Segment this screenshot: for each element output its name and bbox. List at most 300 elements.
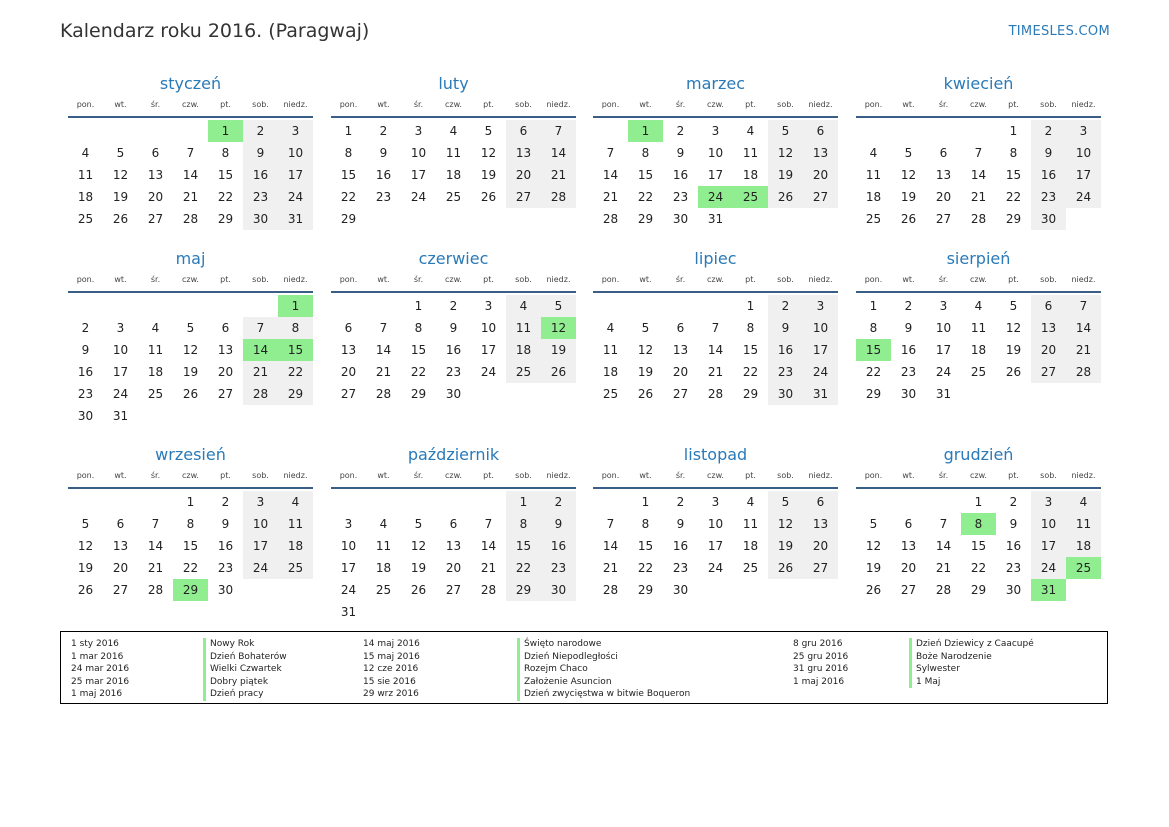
- day-cell[interactable]: 24: [480, 365, 497, 379]
- weekend-day-cell[interactable]: 19: [768, 164, 803, 186]
- weekend-day-cell[interactable]: 9: [768, 317, 803, 339]
- day-cell[interactable]: 22: [217, 190, 234, 204]
- day-cell[interactable]: 14: [147, 539, 164, 553]
- holiday-day-cell[interactable]: 25: [733, 186, 768, 208]
- weekend-day-cell[interactable]: 24: [1066, 186, 1101, 208]
- day-cell[interactable]: 28: [602, 212, 619, 226]
- day-cell[interactable]: 22: [410, 365, 427, 379]
- day-cell[interactable]: 18: [602, 365, 619, 379]
- day-cell[interactable]: 2: [81, 321, 90, 335]
- day-cell[interactable]: 17: [707, 539, 724, 553]
- day-cell[interactable]: 28: [970, 212, 987, 226]
- day-cell[interactable]: 12: [900, 168, 917, 182]
- day-cell[interactable]: 6: [221, 321, 230, 335]
- weekend-day-cell[interactable]: 4: [278, 491, 313, 513]
- weekend-day-cell[interactable]: 28: [541, 186, 576, 208]
- day-cell[interactable]: 23: [672, 561, 689, 575]
- weekend-day-cell[interactable]: 3: [278, 120, 313, 142]
- day-cell[interactable]: 31: [112, 409, 129, 423]
- day-cell[interactable]: 18: [147, 365, 164, 379]
- weekend-day-cell[interactable]: 21: [1066, 339, 1101, 361]
- weekend-day-cell[interactable]: 27: [803, 557, 838, 579]
- day-cell[interactable]: 13: [935, 168, 952, 182]
- weekend-day-cell[interactable]: 3: [803, 295, 838, 317]
- day-cell[interactable]: 18: [742, 539, 759, 553]
- weekend-day-cell[interactable]: 25: [278, 557, 313, 579]
- weekend-day-cell[interactable]: 21: [541, 164, 576, 186]
- day-cell[interactable]: 7: [711, 321, 720, 335]
- day-cell[interactable]: 3: [344, 517, 353, 531]
- day-cell[interactable]: 9: [449, 321, 458, 335]
- weekend-day-cell[interactable]: 23: [768, 361, 803, 383]
- weekend-day-cell[interactable]: 26: [768, 186, 803, 208]
- day-cell[interactable]: 12: [182, 343, 199, 357]
- day-cell[interactable]: 25: [865, 212, 882, 226]
- day-cell[interactable]: 10: [340, 539, 357, 553]
- day-cell[interactable]: 18: [742, 168, 759, 182]
- day-cell[interactable]: 25: [602, 387, 619, 401]
- weekend-day-cell[interactable]: 30: [243, 208, 278, 230]
- day-cell[interactable]: 19: [182, 365, 199, 379]
- day-cell[interactable]: 31: [707, 212, 724, 226]
- day-cell[interactable]: 1: [1009, 124, 1018, 138]
- day-cell[interactable]: 23: [217, 561, 234, 575]
- day-cell[interactable]: 9: [379, 146, 388, 160]
- day-cell[interactable]: 8: [869, 321, 878, 335]
- day-cell[interactable]: 22: [637, 190, 654, 204]
- day-cell[interactable]: 26: [77, 583, 94, 597]
- day-cell[interactable]: 27: [900, 583, 917, 597]
- holiday-day-cell[interactable]: 29: [173, 579, 208, 601]
- day-cell[interactable]: 11: [970, 321, 987, 335]
- day-cell[interactable]: 27: [935, 212, 952, 226]
- weekend-day-cell[interactable]: 29: [278, 383, 313, 405]
- day-cell[interactable]: 25: [375, 583, 392, 597]
- holiday-day-cell[interactable]: 8: [961, 513, 996, 535]
- day-cell[interactable]: 20: [445, 561, 462, 575]
- weekend-day-cell[interactable]: 18: [506, 339, 541, 361]
- day-cell[interactable]: 2: [449, 299, 458, 313]
- day-cell[interactable]: 30: [672, 583, 689, 597]
- day-cell[interactable]: 9: [676, 146, 685, 160]
- day-cell[interactable]: 20: [935, 190, 952, 204]
- day-cell[interactable]: 4: [746, 124, 755, 138]
- day-cell[interactable]: 17: [480, 343, 497, 357]
- weekend-day-cell[interactable]: 2: [243, 120, 278, 142]
- weekend-day-cell[interactable]: 6: [1031, 295, 1066, 317]
- day-cell[interactable]: 22: [182, 561, 199, 575]
- weekend-day-cell[interactable]: 13: [803, 142, 838, 164]
- day-cell[interactable]: 11: [445, 146, 462, 160]
- day-cell[interactable]: 21: [970, 190, 987, 204]
- day-cell[interactable]: 10: [707, 146, 724, 160]
- day-cell[interactable]: 3: [116, 321, 125, 335]
- weekend-day-cell[interactable]: 5: [768, 120, 803, 142]
- day-cell[interactable]: 21: [375, 365, 392, 379]
- day-cell[interactable]: 15: [637, 539, 654, 553]
- day-cell[interactable]: 14: [602, 168, 619, 182]
- weekend-day-cell[interactable]: 17: [243, 535, 278, 557]
- day-cell[interactable]: 6: [151, 146, 160, 160]
- day-cell[interactable]: 4: [974, 299, 983, 313]
- day-cell[interactable]: 18: [445, 168, 462, 182]
- weekend-day-cell[interactable]: 11: [1066, 513, 1101, 535]
- weekend-day-cell[interactable]: 17: [1066, 164, 1101, 186]
- day-cell[interactable]: 2: [221, 495, 230, 509]
- holiday-day-cell[interactable]: 31: [1031, 579, 1066, 601]
- holiday-day-cell[interactable]: 25: [1066, 557, 1101, 579]
- day-cell[interactable]: 26: [480, 190, 497, 204]
- weekend-day-cell[interactable]: 12: [768, 513, 803, 535]
- day-cell[interactable]: 21: [935, 561, 952, 575]
- weekend-day-cell[interactable]: 13: [1031, 317, 1066, 339]
- day-cell[interactable]: 16: [900, 343, 917, 357]
- day-cell[interactable]: 6: [904, 517, 913, 531]
- day-cell[interactable]: 23: [672, 190, 689, 204]
- day-cell[interactable]: 25: [77, 212, 94, 226]
- holiday-day-cell[interactable]: 12: [541, 317, 576, 339]
- day-cell[interactable]: 29: [410, 387, 427, 401]
- day-cell[interactable]: 9: [81, 343, 90, 357]
- weekend-day-cell[interactable]: 1: [506, 491, 541, 513]
- day-cell[interactable]: 15: [742, 343, 759, 357]
- day-cell[interactable]: 14: [182, 168, 199, 182]
- weekend-day-cell[interactable]: 9: [1031, 142, 1066, 164]
- holiday-day-cell[interactable]: 1: [208, 120, 243, 142]
- weekend-day-cell[interactable]: 11: [506, 317, 541, 339]
- day-cell[interactable]: 9: [221, 517, 230, 531]
- day-cell[interactable]: 8: [414, 321, 423, 335]
- day-cell[interactable]: 8: [746, 321, 755, 335]
- day-cell[interactable]: 14: [480, 539, 497, 553]
- day-cell[interactable]: 13: [900, 539, 917, 553]
- weekend-day-cell[interactable]: 31: [803, 383, 838, 405]
- day-cell[interactable]: 5: [904, 146, 913, 160]
- day-cell[interactable]: 21: [480, 561, 497, 575]
- day-cell[interactable]: 27: [147, 212, 164, 226]
- weekend-day-cell[interactable]: 27: [1031, 361, 1066, 383]
- day-cell[interactable]: 11: [375, 539, 392, 553]
- day-cell[interactable]: 24: [112, 387, 129, 401]
- day-cell[interactable]: 14: [970, 168, 987, 182]
- day-cell[interactable]: 26: [1005, 365, 1022, 379]
- day-cell[interactable]: 1: [414, 299, 423, 313]
- day-cell[interactable]: 15: [340, 168, 357, 182]
- day-cell[interactable]: 11: [742, 517, 759, 531]
- day-cell[interactable]: 4: [449, 124, 458, 138]
- day-cell[interactable]: 4: [81, 146, 90, 160]
- day-cell[interactable]: 31: [340, 605, 357, 619]
- weekend-day-cell[interactable]: 27: [506, 186, 541, 208]
- day-cell[interactable]: 19: [637, 365, 654, 379]
- day-cell[interactable]: 3: [414, 124, 423, 138]
- day-cell[interactable]: 11: [602, 343, 619, 357]
- day-cell[interactable]: 1: [869, 299, 878, 313]
- day-cell[interactable]: 16: [375, 168, 392, 182]
- holiday-day-cell[interactable]: 15: [278, 339, 313, 361]
- day-cell[interactable]: 27: [340, 387, 357, 401]
- weekend-day-cell[interactable]: 20: [803, 164, 838, 186]
- holiday-day-cell[interactable]: 1: [278, 295, 313, 317]
- weekend-day-cell[interactable]: 12: [768, 142, 803, 164]
- day-cell[interactable]: 16: [445, 343, 462, 357]
- weekend-day-cell[interactable]: 7: [541, 120, 576, 142]
- day-cell[interactable]: 28: [182, 212, 199, 226]
- weekend-day-cell[interactable]: 29: [506, 579, 541, 601]
- day-cell[interactable]: 4: [746, 495, 755, 509]
- day-cell[interactable]: 21: [707, 365, 724, 379]
- day-cell[interactable]: 13: [217, 343, 234, 357]
- day-cell[interactable]: 22: [970, 561, 987, 575]
- day-cell[interactable]: 5: [116, 146, 125, 160]
- day-cell[interactable]: 15: [410, 343, 427, 357]
- day-cell[interactable]: 20: [340, 365, 357, 379]
- weekend-day-cell[interactable]: 16: [768, 339, 803, 361]
- day-cell[interactable]: 13: [147, 168, 164, 182]
- weekend-day-cell[interactable]: 8: [278, 317, 313, 339]
- day-cell[interactable]: 18: [375, 561, 392, 575]
- day-cell[interactable]: 30: [672, 212, 689, 226]
- day-cell[interactable]: 21: [147, 561, 164, 575]
- weekend-day-cell[interactable]: 20: [803, 535, 838, 557]
- day-cell[interactable]: 26: [637, 387, 654, 401]
- day-cell[interactable]: 16: [1005, 539, 1022, 553]
- weekend-day-cell[interactable]: 11: [278, 513, 313, 535]
- weekend-day-cell[interactable]: 20: [506, 164, 541, 186]
- day-cell[interactable]: 15: [637, 168, 654, 182]
- weekend-day-cell[interactable]: 24: [1031, 557, 1066, 579]
- day-cell[interactable]: 29: [742, 387, 759, 401]
- day-cell[interactable]: 24: [935, 365, 952, 379]
- day-cell[interactable]: 17: [410, 168, 427, 182]
- day-cell[interactable]: 5: [186, 321, 195, 335]
- brand-link[interactable]: TIMESLES.COM: [1008, 24, 1110, 39]
- day-cell[interactable]: 4: [869, 146, 878, 160]
- day-cell[interactable]: 5: [484, 124, 493, 138]
- day-cell[interactable]: 2: [676, 495, 685, 509]
- day-cell[interactable]: 19: [112, 190, 129, 204]
- day-cell[interactable]: 22: [742, 365, 759, 379]
- day-cell[interactable]: 19: [480, 168, 497, 182]
- day-cell[interactable]: 24: [707, 561, 724, 575]
- day-cell[interactable]: 28: [602, 583, 619, 597]
- weekend-day-cell[interactable]: 10: [1066, 142, 1101, 164]
- weekend-day-cell[interactable]: 6: [803, 120, 838, 142]
- day-cell[interactable]: 1: [186, 495, 195, 509]
- day-cell[interactable]: 10: [480, 321, 497, 335]
- weekend-day-cell[interactable]: 2: [541, 491, 576, 513]
- day-cell[interactable]: 27: [217, 387, 234, 401]
- day-cell[interactable]: 29: [637, 583, 654, 597]
- weekend-day-cell[interactable]: 25: [506, 361, 541, 383]
- weekend-day-cell[interactable]: 3: [243, 491, 278, 513]
- day-cell[interactable]: 28: [480, 583, 497, 597]
- weekend-day-cell[interactable]: 5: [541, 295, 576, 317]
- weekend-day-cell[interactable]: 3: [1031, 491, 1066, 513]
- day-cell[interactable]: 12: [865, 539, 882, 553]
- day-cell[interactable]: 6: [116, 517, 125, 531]
- day-cell[interactable]: 22: [340, 190, 357, 204]
- day-cell[interactable]: 12: [637, 343, 654, 357]
- day-cell[interactable]: 14: [935, 539, 952, 553]
- day-cell[interactable]: 30: [445, 387, 462, 401]
- weekend-day-cell[interactable]: 23: [541, 557, 576, 579]
- weekend-day-cell[interactable]: 26: [768, 557, 803, 579]
- day-cell[interactable]: 6: [449, 517, 458, 531]
- day-cell[interactable]: 9: [1009, 517, 1018, 531]
- weekend-day-cell[interactable]: 24: [243, 557, 278, 579]
- day-cell[interactable]: 19: [77, 561, 94, 575]
- day-cell[interactable]: 26: [182, 387, 199, 401]
- day-cell[interactable]: 19: [900, 190, 917, 204]
- weekend-day-cell[interactable]: 18: [1066, 535, 1101, 557]
- day-cell[interactable]: 25: [970, 365, 987, 379]
- day-cell[interactable]: 23: [445, 365, 462, 379]
- day-cell[interactable]: 11: [147, 343, 164, 357]
- day-cell[interactable]: 10: [935, 321, 952, 335]
- holiday-day-cell[interactable]: 14: [243, 339, 278, 361]
- day-cell[interactable]: 29: [1005, 212, 1022, 226]
- day-cell[interactable]: 2: [379, 124, 388, 138]
- day-cell[interactable]: 5: [1009, 299, 1018, 313]
- weekend-day-cell[interactable]: 16: [541, 535, 576, 557]
- day-cell[interactable]: 26: [865, 583, 882, 597]
- weekend-day-cell[interactable]: 21: [243, 361, 278, 383]
- day-cell[interactable]: 10: [112, 343, 129, 357]
- day-cell[interactable]: 30: [77, 409, 94, 423]
- weekend-day-cell[interactable]: 16: [243, 164, 278, 186]
- day-cell[interactable]: 26: [900, 212, 917, 226]
- weekend-day-cell[interactable]: 17: [803, 339, 838, 361]
- day-cell[interactable]: 18: [865, 190, 882, 204]
- weekend-day-cell[interactable]: 13: [803, 513, 838, 535]
- day-cell[interactable]: 22: [637, 561, 654, 575]
- weekend-day-cell[interactable]: 30: [541, 579, 576, 601]
- day-cell[interactable]: 3: [711, 124, 720, 138]
- day-cell[interactable]: 12: [480, 146, 497, 160]
- day-cell[interactable]: 9: [676, 517, 685, 531]
- day-cell[interactable]: 15: [182, 539, 199, 553]
- day-cell[interactable]: 11: [865, 168, 882, 182]
- day-cell[interactable]: 12: [410, 539, 427, 553]
- day-cell[interactable]: 2: [1009, 495, 1018, 509]
- day-cell[interactable]: 3: [711, 495, 720, 509]
- day-cell[interactable]: 4: [606, 321, 615, 335]
- day-cell[interactable]: 1: [641, 495, 650, 509]
- day-cell[interactable]: 14: [375, 343, 392, 357]
- day-cell[interactable]: 17: [340, 561, 357, 575]
- weekend-day-cell[interactable]: 14: [1066, 317, 1101, 339]
- day-cell[interactable]: 8: [641, 517, 650, 531]
- day-cell[interactable]: 1: [974, 495, 983, 509]
- weekend-day-cell[interactable]: 30: [1031, 208, 1066, 230]
- day-cell[interactable]: 13: [672, 343, 689, 357]
- holiday-day-cell[interactable]: 1: [628, 120, 663, 142]
- day-cell[interactable]: 30: [217, 583, 234, 597]
- day-cell[interactable]: 23: [375, 190, 392, 204]
- weekend-day-cell[interactable]: 26: [541, 361, 576, 383]
- day-cell[interactable]: 8: [641, 146, 650, 160]
- day-cell[interactable]: 8: [221, 146, 230, 160]
- day-cell[interactable]: 11: [77, 168, 94, 182]
- day-cell[interactable]: 17: [707, 168, 724, 182]
- day-cell[interactable]: 28: [935, 583, 952, 597]
- weekend-day-cell[interactable]: 10: [1031, 513, 1066, 535]
- weekend-day-cell[interactable]: 19: [768, 535, 803, 557]
- weekend-day-cell[interactable]: 4: [506, 295, 541, 317]
- weekend-day-cell[interactable]: 28: [1066, 361, 1101, 383]
- weekend-day-cell[interactable]: 24: [278, 186, 313, 208]
- weekend-day-cell[interactable]: 10: [803, 317, 838, 339]
- day-cell[interactable]: 23: [77, 387, 94, 401]
- day-cell[interactable]: 5: [414, 517, 423, 531]
- day-cell[interactable]: 23: [900, 365, 917, 379]
- weekend-day-cell[interactable]: 3: [1066, 120, 1101, 142]
- day-cell[interactable]: 6: [344, 321, 353, 335]
- day-cell[interactable]: 7: [379, 321, 388, 335]
- day-cell[interactable]: 28: [707, 387, 724, 401]
- day-cell[interactable]: 8: [1009, 146, 1018, 160]
- weekend-day-cell[interactable]: 10: [243, 513, 278, 535]
- day-cell[interactable]: 29: [637, 212, 654, 226]
- weekend-day-cell[interactable]: 17: [278, 164, 313, 186]
- day-cell[interactable]: 7: [939, 517, 948, 531]
- day-cell[interactable]: 19: [410, 561, 427, 575]
- day-cell[interactable]: 31: [935, 387, 952, 401]
- day-cell[interactable]: 12: [1005, 321, 1022, 335]
- day-cell[interactable]: 7: [606, 146, 615, 160]
- day-cell[interactable]: 7: [484, 517, 493, 531]
- weekend-day-cell[interactable]: 2: [768, 295, 803, 317]
- day-cell[interactable]: 7: [186, 146, 195, 160]
- weekend-day-cell[interactable]: 31: [278, 208, 313, 230]
- day-cell[interactable]: 21: [602, 561, 619, 575]
- weekend-day-cell[interactable]: 7: [243, 317, 278, 339]
- weekend-day-cell[interactable]: 24: [803, 361, 838, 383]
- day-cell[interactable]: 30: [900, 387, 917, 401]
- day-cell[interactable]: 5: [869, 517, 878, 531]
- day-cell[interactable]: 29: [865, 387, 882, 401]
- day-cell[interactable]: 10: [707, 517, 724, 531]
- day-cell[interactable]: 16: [217, 539, 234, 553]
- day-cell[interactable]: 5: [81, 517, 90, 531]
- day-cell[interactable]: 1: [344, 124, 353, 138]
- day-cell[interactable]: 22: [865, 365, 882, 379]
- day-cell[interactable]: 26: [410, 583, 427, 597]
- day-cell[interactable]: 13: [445, 539, 462, 553]
- day-cell[interactable]: 2: [676, 124, 685, 138]
- day-cell[interactable]: 28: [375, 387, 392, 401]
- day-cell[interactable]: 18: [77, 190, 94, 204]
- day-cell[interactable]: 15: [970, 539, 987, 553]
- day-cell[interactable]: 1: [746, 299, 755, 313]
- weekend-day-cell[interactable]: 17: [1031, 535, 1066, 557]
- day-cell[interactable]: 21: [182, 190, 199, 204]
- day-cell[interactable]: 4: [151, 321, 160, 335]
- weekend-day-cell[interactable]: 2: [1031, 120, 1066, 142]
- weekend-day-cell[interactable]: 7: [1066, 295, 1101, 317]
- weekend-day-cell[interactable]: 9: [243, 142, 278, 164]
- day-cell[interactable]: 23: [1005, 561, 1022, 575]
- weekend-day-cell[interactable]: 5: [768, 491, 803, 513]
- day-cell[interactable]: 5: [641, 321, 650, 335]
- day-cell[interactable]: 24: [410, 190, 427, 204]
- day-cell[interactable]: 9: [904, 321, 913, 335]
- day-cell[interactable]: 10: [410, 146, 427, 160]
- weekend-day-cell[interactable]: 22: [278, 361, 313, 383]
- day-cell[interactable]: 16: [672, 539, 689, 553]
- day-cell[interactable]: 22: [1005, 190, 1022, 204]
